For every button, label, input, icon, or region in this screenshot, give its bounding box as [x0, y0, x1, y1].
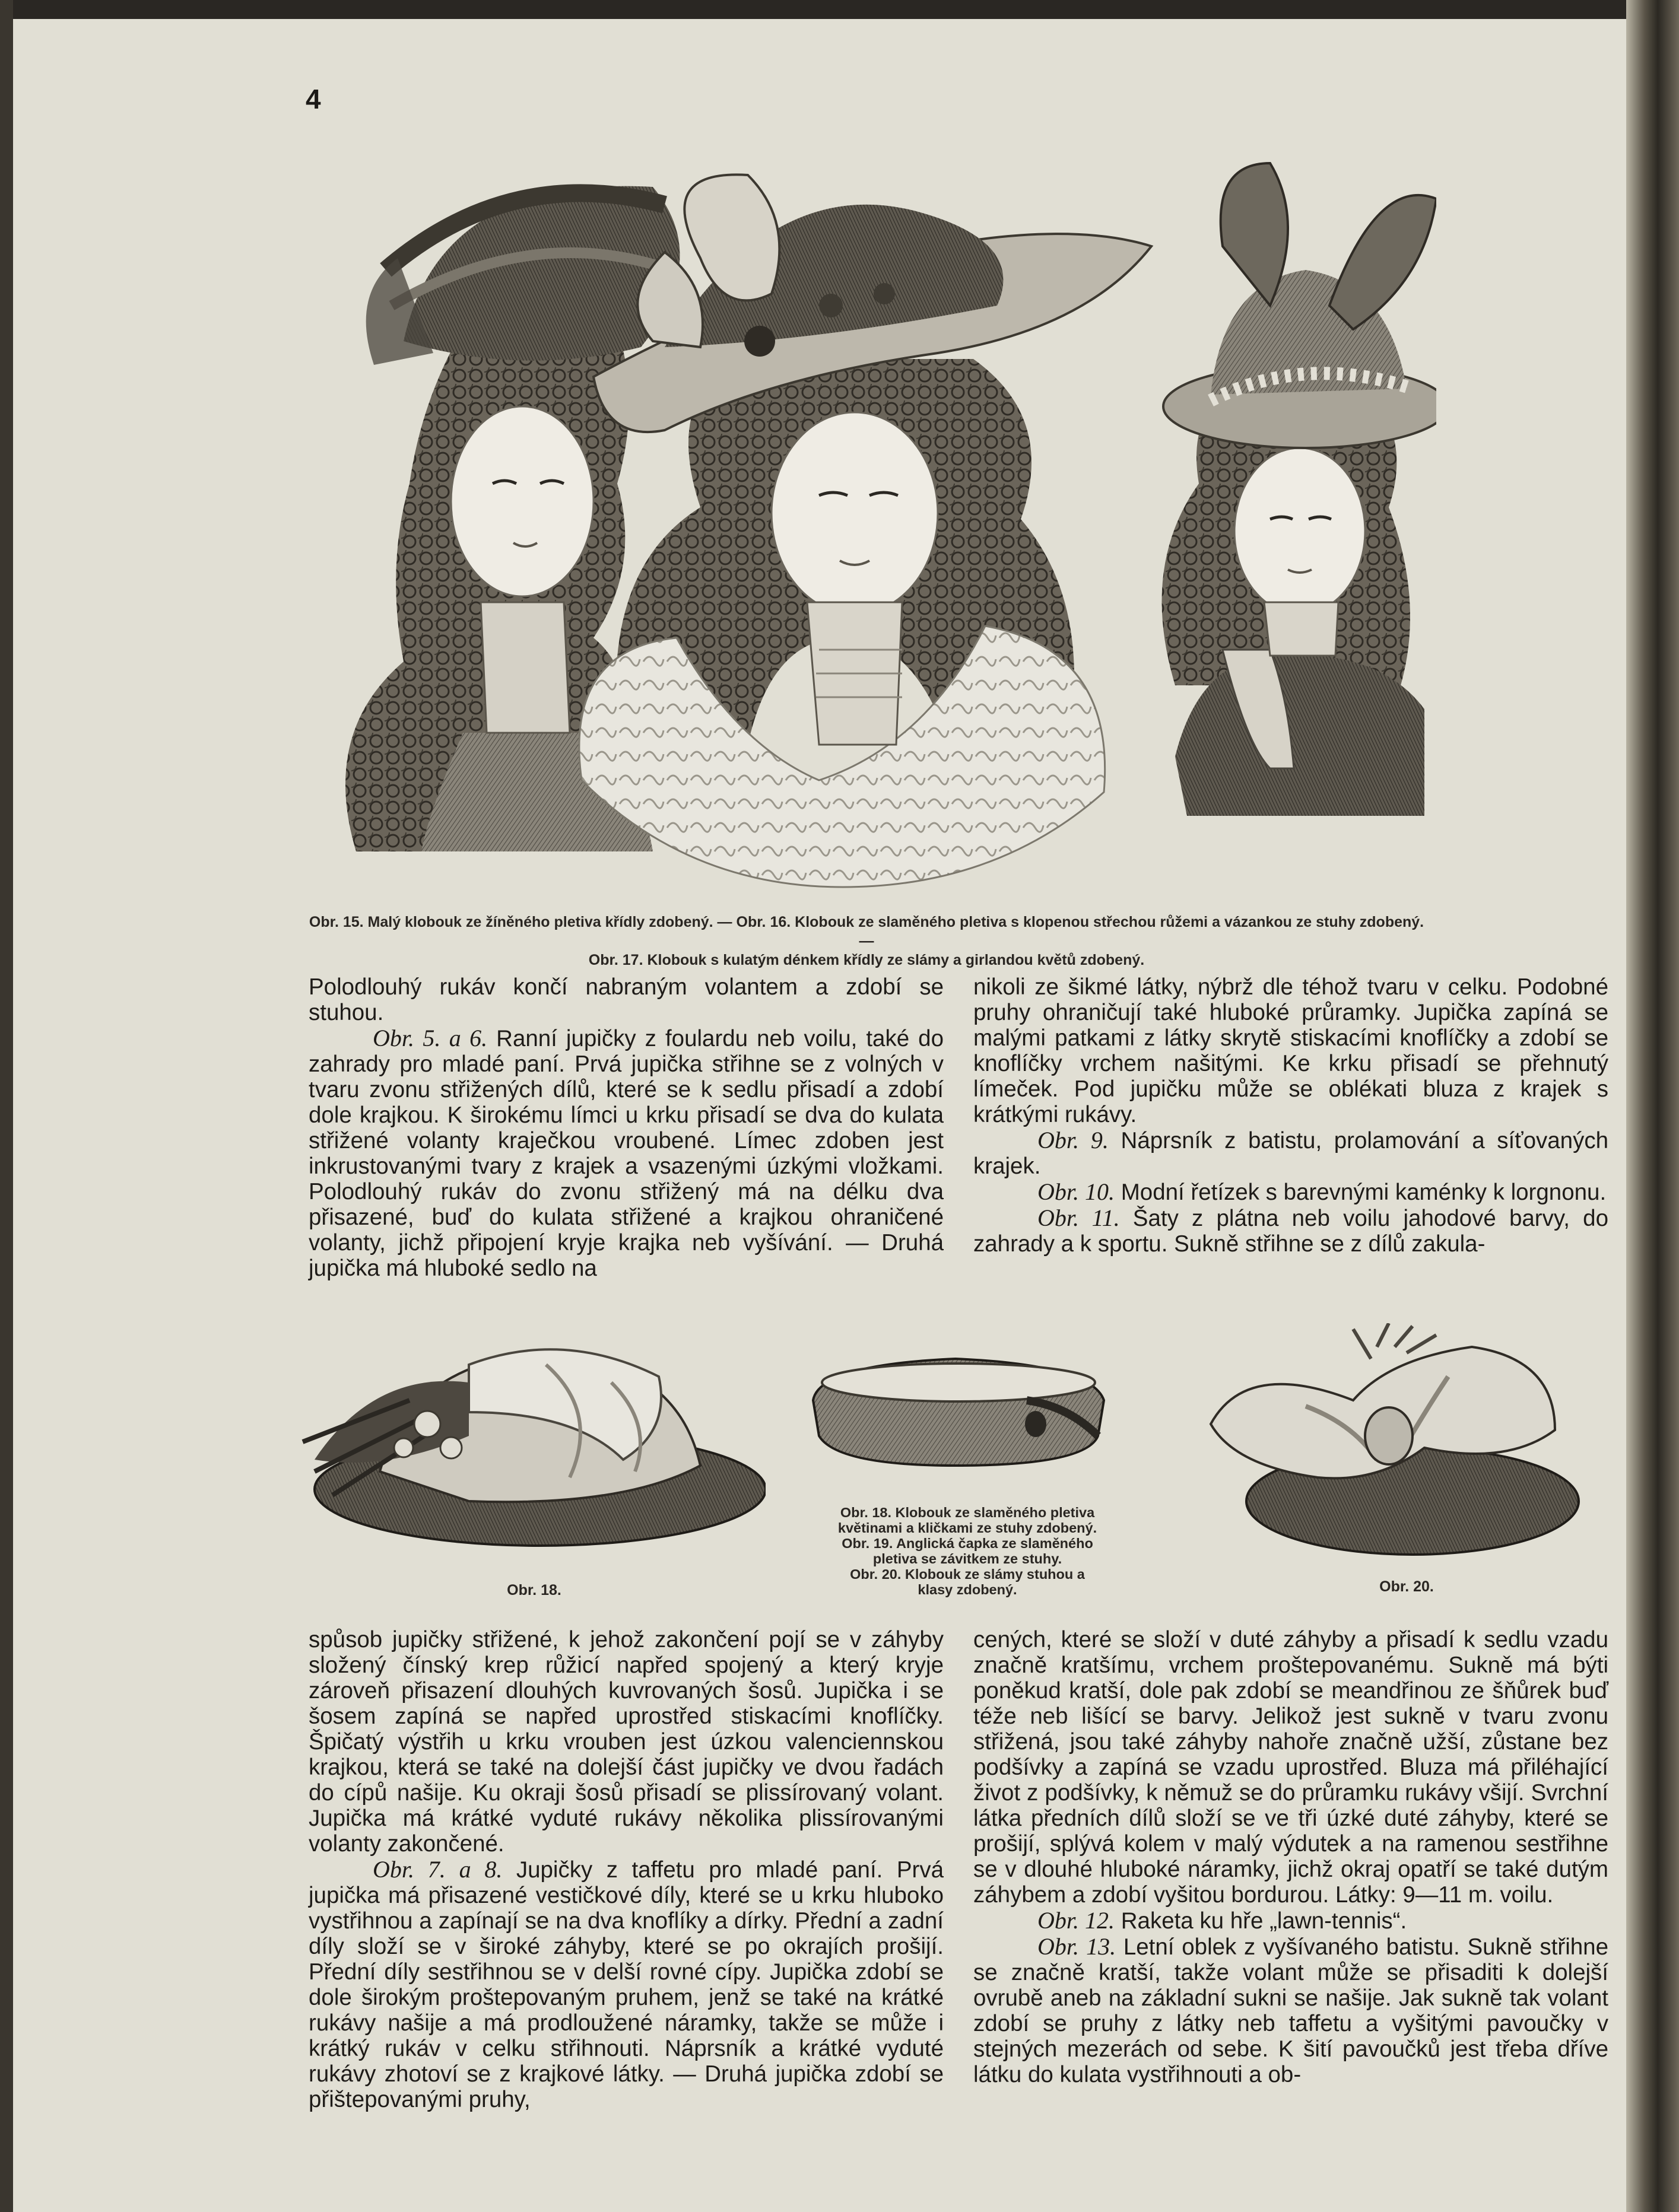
- figure-ref: Obr. 9.: [1037, 1127, 1109, 1153]
- paragraph: Obr. 11. Šaty z plátna neb voilu jahodové barvy, do zahrady a k sportu. Sukně střihne se z dílů zakula-: [973, 1204, 1608, 1257]
- cap-19-engraving: [801, 1347, 1116, 1472]
- paragraph: Obr. 7. a 8. Jupičky z taffetu pro mladé paní. Prvá jupička má přisazené vestičkové díly, které se u krku hluboko vystřihnou a zapínají se na dva knoflíky a dírky. Přední a zadní díly složí se v široké záhyby, které se po okrajích prošijí. Přední díly sestřihnou se v delší rovné cípy. Jupička zdobí se dole širokým proštepovaným pruhem, jenž se také na krátké rukávy našije a má prodloužené náramky, takže se může i krátký rukáv v celku střihnouti. Náprsník a krátké vyduté rukávy zhotoví se z krajkové látky. — Druhá jupička zdobí se přištepovanými pruhy,: [309, 1856, 944, 2112]
- right-column-lower: [973, 1627, 1608, 2087]
- caption-fig-20: Obr. 20.: [1379, 1578, 1434, 1595]
- figure-ref: Obr. 5. a 6.: [373, 1025, 488, 1051]
- page-number: 4: [306, 84, 321, 115]
- figure-16-hat: [579, 174, 1151, 887]
- illustration-hat-18: [291, 1329, 766, 1566]
- figure-ref: Obr. 12.: [1037, 1907, 1115, 1934]
- paragraph: spůsob jupičky střižené, k jehož zakončení pojí se v záhyby složený čínský krep růžicí napřed spojený a který kryje zároveň přisazení dlouhých kuvrovaných šosů. Jupička i se šosem zapíná se napřed uprostřed stiskacími knoflíčky. Špičatý výstřih u krku vrouben jest úzkou valenciennskou krajkou, která se také na dolejší část jupičky ve dvou řadách do cípů našije. Ku okraji šosů přisadí se plissírovaný volant. Jupička má krátké vyduté rukávy několika plissírovanými volanty zakončené.: [309, 1627, 944, 1857]
- figure-17-hat: [1162, 163, 1437, 816]
- illustration-hats-15-16-17: [285, 151, 1436, 890]
- center-caption: Obr. 18. Klobouk ze slaměného pletiva květinami a kličkami ze stuhy zdobený. Obr. 19. Anglická čapka ze slaměného pletiva se závitkem ze stuhy. Obr. 20. Klobouk ze slámy stuhou a klasy zdobený.: [837, 1505, 1097, 1597]
- figure-ref: Obr. 11.: [1037, 1204, 1120, 1231]
- paragraph: nikoli ze šikmé látky, nýbrž dle téhož tvaru v celku. Podobné pruhy ohraničují také hluboké průramky. Jupička zapíná se malými patkami z látky skrytě stiskacími knoflíčky a zdobí se knoflíčky vrchem našitými. Ke krku přisadí se přehnutý límeček. Pod jupičku může se oblékati bluza z krajek s krátkými rukávy.: [973, 974, 1608, 1127]
- figure-ref: Obr. 10.: [1037, 1178, 1115, 1205]
- paragraph: Obr. 5. a 6. Ranní jupičky z foulardu neb voilu, také do zahrady pro mladé paní. Prvá jupička střihne se z volných v tvaru zvonu střižených dílů, které se k sedlu přisadí a zdobí dole krajkou. K širokému límci u krku přisadí se dva do kulata střižené volanty kraječkou vroubené. Límec zdoben jest inkrustovanými tvary z krajek a vsazenými úzkými vložkami. Polodlouhý rukáv do zvonu střižený má na délku dva přisazené, buď do kulata střižené a krajkou ohraničené volanty, jichž připojení kryje krajka neb vyšívání. — Druhá jupička má hluboké sedlo na: [309, 1025, 944, 1281]
- illustration-cap-19: [801, 1347, 1116, 1472]
- hat-20-engraving: [1199, 1323, 1585, 1572]
- top-caption: [309, 913, 1424, 970]
- left-column-lower: [309, 1627, 944, 2112]
- right-column-upper: [973, 974, 1608, 1257]
- figure-ref: Obr. 7. a 8.: [373, 1856, 503, 1883]
- top-caption-line-2: Obr. 17. Klobouk s kulatým dénkem křídly ze slámy a girlandou květů zdobený.: [588, 952, 1145, 968]
- illustration-hat-20: [1199, 1323, 1585, 1572]
- paragraph: Obr. 10. Modní řetízek s barevnými kaménky k lorgnonu.: [1037, 1178, 1607, 1205]
- paragraph: Obr. 13. Letní oblek z vyšívaného batistu. Sukně střihne se značně kratší, takže volant může se přisaditi k dolejší ovrubě aneb na základní sukni se našije. Jak sukně tak volant zdobí se pruhy z látky neb taffetu a vyšitými pavoučky v stejných mezerách od sebe. K šití pavoučků jest třeba dříve látku do kulata vystřihnouti a ob-: [973, 1933, 1608, 2087]
- left-column-upper: [309, 974, 944, 1281]
- caption-fig-18: Obr. 18.: [507, 1582, 561, 1598]
- top-caption-line-1: Obr. 15. Malý klobouk ze žíněného pletiva křídly zdobený. — Obr. 16. Klobouk ze slaměného pletiva s klopenou střechou růžemi a vázankou ze stuhy zdobený. —: [309, 914, 1424, 949]
- paragraph: Polodlouhý rukáv končí nabraným volantem a zdobí se stuhou.: [309, 974, 944, 1025]
- paragraph: Obr. 9. Náprsník z batistu, prolamování a síťovaných krajek.: [973, 1127, 1608, 1179]
- figure-ref: Obr. 13.: [1037, 1933, 1116, 1960]
- scan-top-edge: [0, 0, 1626, 19]
- hats-engraving: [285, 151, 1436, 890]
- paragraph: cených, které se složí v duté záhyby a přisadí k sedlu vzadu značně kratšímu, vrchem proštepovanému. Sukně má býti poněkud kratší, dole pak zdobí se meandřinou ze šňůrek buď téže neb lišící se barvy. Jelikož jest sukně v tvaru zvonu střižená, jsou také záhyby nahoře značně užší, zůstane bez podšívky a zapíná se vzadu uprostřed. Bluza má přiléhající život z podšívky, k němuž se do průramku rukávy všijí. Svrchní látka předních dílů složí se ve tři úzké duté záhyby, které se prošijí, splývá kolem v malý výdutek a na ramenou sestřihne se v dlouhé hluboké náramky, jichž okraj opatří se také dutým záhybem a zdobí vyšitou bordurou. Látky: 9—11 m. voilu.: [973, 1627, 1608, 1908]
- paragraph: Obr. 12. Raketa ku hře „lawn-tennis“.: [1037, 1907, 1407, 1934]
- page-binding-shadow: [1626, 0, 1679, 2212]
- scan-left-edge: [0, 0, 13, 2212]
- hat-18-engraving: [291, 1329, 766, 1566]
